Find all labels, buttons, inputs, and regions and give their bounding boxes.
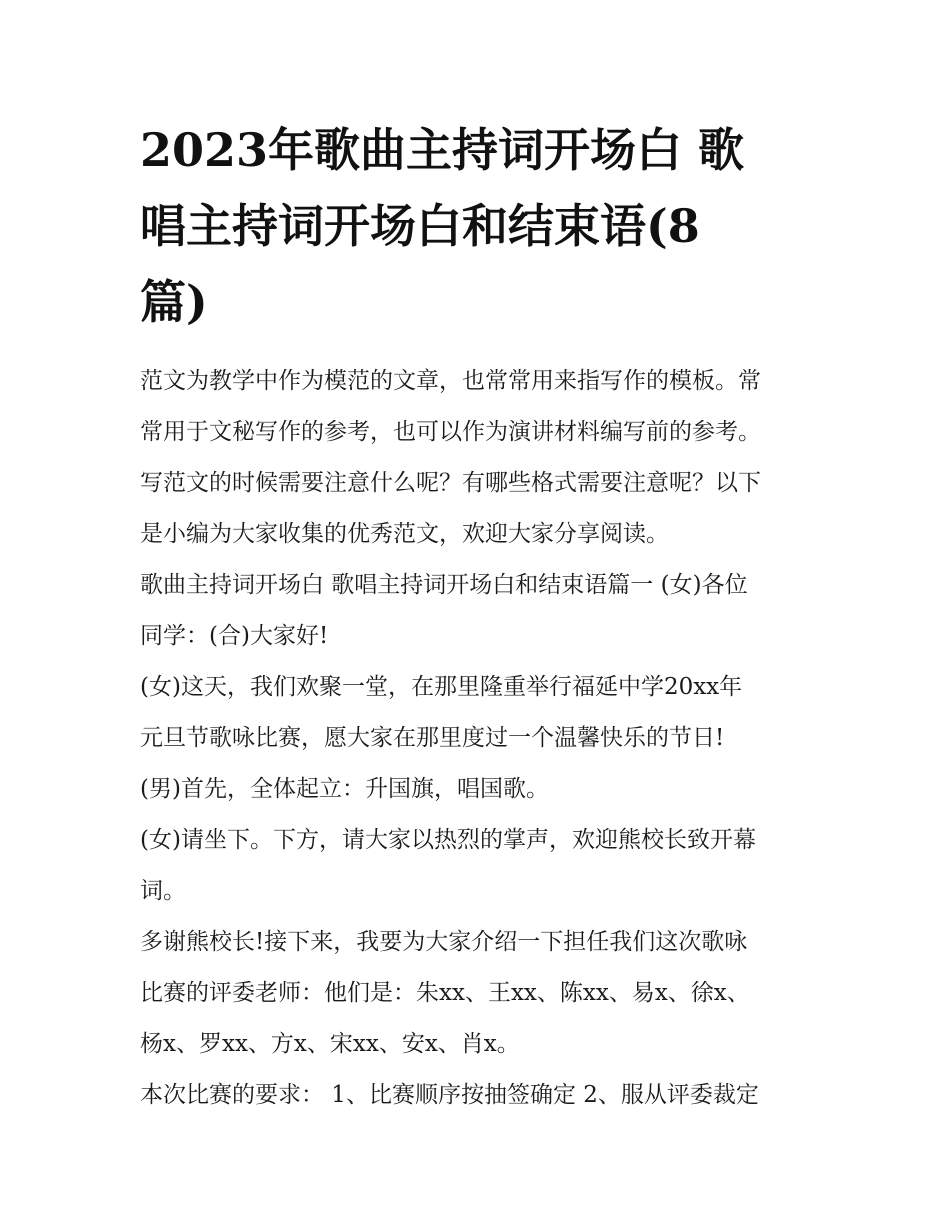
body-line: (女)请坐下。下方，请大家以热烈的掌声，欢迎熊校长致开幕 <box>140 827 756 853</box>
body-line: 本次比赛的要求： 1、比赛顺序按抽签确定 2、服从评委裁定 <box>140 1082 759 1108</box>
body-line: 词。 <box>140 878 186 904</box>
body-line: (女)这天，我们欢聚一堂，在那里隆重举行福延中学20xx年 <box>140 674 743 700</box>
body-line: 元旦节歌咏比赛，愿大家在那里度过一个温馨快乐的节日! <box>140 725 725 751</box>
document-title <box>140 112 820 340</box>
body-line: 比赛的评委老师：他们是：朱xx、王xx、陈xx、易x、徐x、 <box>140 980 750 1006</box>
document-body <box>140 356 830 1121</box>
body-line: 写范文的时候需要注意什么呢？有哪些格式需要注意呢？以下 <box>140 470 761 496</box>
body-line: (男)首先，全体起立：升国旗，唱国歌。 <box>140 776 549 802</box>
title-line: 2023年歌曲主持词开场白 歌 <box>140 123 745 177</box>
body-line: 是小编为大家收集的优秀范文，欢迎大家分享阅读。 <box>140 521 669 547</box>
body-line: 杨x、罗xx、方x、宋xx、安x、肖x。 <box>140 1031 520 1057</box>
body-line: 常用于文秘写作的参考，也可以作为演讲材料编写前的参考。 <box>140 419 761 445</box>
body-line: 同学：(合)大家好! <box>140 623 329 649</box>
body-line: 歌曲主持词开场白 歌唱主持词开场白和结束语篇一 (女)各位 <box>140 572 748 598</box>
body-line: 多谢熊校长!接下来，我要为大家介绍一下担任我们这次歌咏 <box>140 929 748 955</box>
title-line: 篇) <box>140 275 208 329</box>
body-line: 范文为教学中作为模范的文章，也常常用来指写作的模板。常 <box>140 368 761 394</box>
title-line: 唱主持词开场白和结束语(8 <box>140 199 700 253</box>
